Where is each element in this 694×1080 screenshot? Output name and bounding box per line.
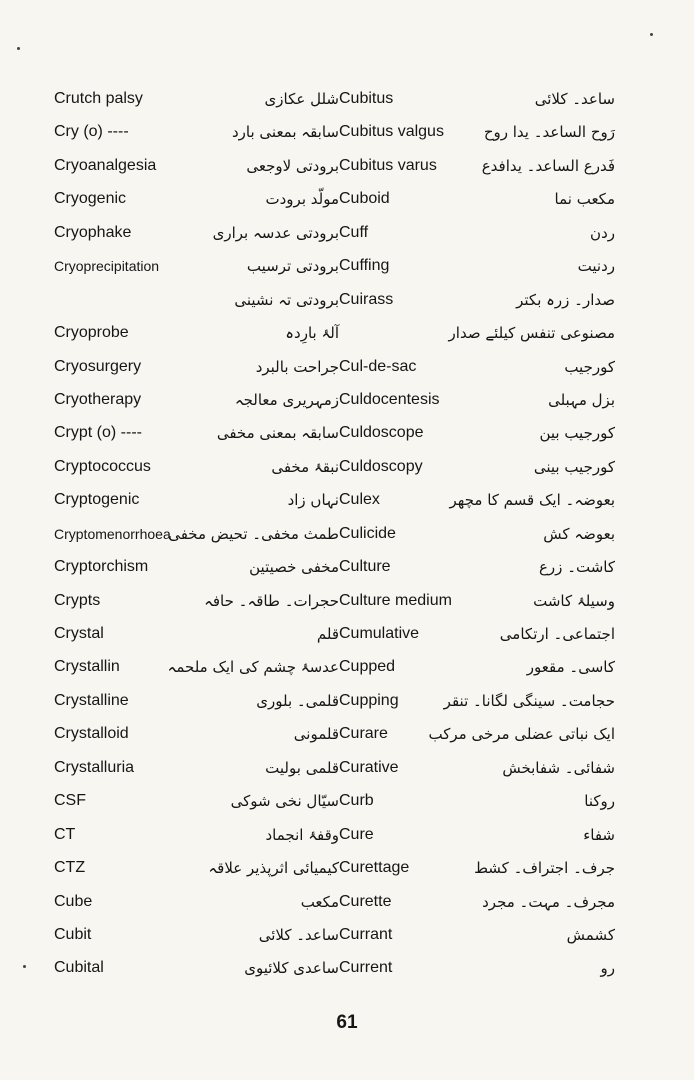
left-urdu-meaning: حجرات۔ طاقہ۔ حافہ — [204, 591, 339, 610]
right-term: Culture — [339, 558, 391, 576]
left-urdu-meaning: وقفۂ انجماد — [265, 825, 339, 844]
right-urdu-meaning: مکعب نما — [554, 190, 615, 209]
right-term: Culdoscopy — [339, 457, 423, 475]
left-term: Crystalloid — [54, 725, 129, 743]
right-term: Cumulative — [339, 625, 420, 642]
right-urdu-meaning: بعوضہ۔ ایک قسم کا مچھر — [449, 491, 615, 510]
right-urdu-meaning: ردنیت — [577, 257, 615, 276]
right-urdu-meaning: کورجیب بین — [539, 424, 615, 443]
right-urdu-meaning: کورجیب بینی — [533, 457, 615, 476]
entry-row — [0, 950, 694, 983]
left-urdu-meaning: قلمونی — [293, 725, 339, 744]
left-urdu-meaning: قلمی۔ بلوری — [256, 691, 339, 710]
entry-row — [0, 716, 694, 749]
left-urdu-meaning: برودتی تہ نشینی — [234, 290, 339, 309]
entry-row — [0, 683, 694, 716]
right-urdu-meaning: رَوح الساعد۔ یدا روح — [483, 123, 615, 142]
right-term: Cupped — [339, 658, 396, 676]
left-urdu-meaning: برودتی عدسہ براری — [212, 223, 339, 242]
left-urdu-meaning: طمث مخفی۔ تحیض مخفی — [168, 524, 339, 543]
right-urdu-meaning: ردن — [590, 223, 615, 242]
right-term: Curative — [339, 758, 399, 776]
right-urdu-meaning: شفائی۔ شفابخش — [502, 758, 615, 777]
entry-row — [0, 549, 694, 582]
right-urdu-meaning: صدار۔ زرہ بکتر — [516, 290, 615, 309]
left-urdu-meaning: نبقۂ مخفی — [271, 457, 339, 476]
right-term: Cuff — [339, 223, 369, 241]
left-urdu-meaning: آلۂ بارِدہ — [285, 324, 339, 343]
right-term: Curare — [339, 725, 388, 743]
left-urdu-meaning: سابقہ بمعنی مخفی — [216, 424, 339, 443]
right-term: Culdoscope — [339, 424, 424, 442]
right-term: Culex — [339, 491, 380, 509]
right-urdu-meaning: مجرف۔ مہت۔ مجرد — [482, 892, 615, 911]
paper-speck — [650, 33, 653, 36]
right-term: Cure — [339, 825, 374, 843]
left-urdu-meaning: زمہریری معالجہ — [234, 390, 339, 409]
left-urdu-meaning: قلم — [316, 625, 339, 643]
entry-row — [0, 649, 694, 682]
left-urdu-meaning: کیمیائی اثرپذیر علاقہ — [208, 859, 339, 878]
left-term: Cubit — [54, 925, 92, 943]
left-urdu-meaning: برودتی ترسیب — [246, 257, 339, 276]
left-urdu-meaning: سابقہ بمعنی بارد — [231, 123, 339, 142]
right-urdu-meaning: کاسی۔ مقعور — [526, 658, 615, 677]
left-urdu-meaning: مکعب — [300, 892, 339, 911]
left-term: Cryotherapy — [54, 390, 142, 408]
entry-row — [0, 884, 694, 917]
entry-row — [0, 415, 694, 448]
right-term: Cul-de-sac — [339, 357, 417, 375]
entry-row — [0, 215, 694, 248]
right-urdu-meaning: کاشت۔ زرع — [538, 558, 615, 577]
entry-row — [0, 850, 694, 883]
left-term: Cubital — [54, 959, 104, 977]
left-term: Cryptococcus — [54, 457, 151, 475]
entry-row — [0, 516, 694, 549]
left-term: Cryoprobe — [54, 324, 129, 342]
right-urdu-meaning: حجامت۔ سینگی لگانا۔ تنقر — [443, 691, 615, 710]
entry-row — [0, 917, 694, 950]
right-urdu-meaning: بعوضہ کش — [543, 524, 615, 543]
right-term: Culture medium — [339, 591, 452, 609]
right-term: Culicide — [339, 524, 396, 542]
entry-row — [0, 349, 694, 382]
entry-row — [0, 449, 694, 482]
entry-row — [0, 482, 694, 515]
right-urdu-meaning: ایک نباتی عضلی مرخی مرکب — [428, 725, 615, 744]
right-urdu-meaning: فَدرع الساعد۔ یدافدع — [481, 156, 615, 175]
entry-row — [0, 817, 694, 850]
left-urdu-meaning: نہاں زاد — [287, 491, 339, 510]
right-term: Curettage — [339, 859, 410, 877]
right-term: Culdocentesis — [339, 390, 440, 408]
entry-row — [0, 248, 694, 281]
left-term: Crypt (o) ---- — [54, 424, 142, 442]
left-term: Cryptomenorrhoea — [54, 525, 171, 542]
left-term: Crutch palsy — [54, 90, 143, 107]
left-term: Cryptogenic — [54, 491, 140, 509]
left-urdu-meaning: ساعد۔ کلائی — [258, 925, 339, 944]
right-urdu-meaning: کشمش — [566, 925, 615, 944]
left-term: Cry (o) ---- — [54, 123, 129, 141]
dictionary-entries — [0, 81, 694, 984]
entry-row — [0, 181, 694, 214]
right-urdu-meaning: بزل مہبلی — [548, 390, 615, 409]
right-urdu-meaning: مصنوعی تنفس کیلئے صدار — [448, 324, 615, 343]
entry-row — [0, 81, 694, 114]
left-term: CTZ — [54, 859, 86, 877]
entry-row — [0, 750, 694, 783]
entry-row — [0, 315, 694, 348]
right-urdu-meaning: شفاء — [583, 825, 615, 844]
right-urdu-meaning: ساعد۔ کلائی — [534, 90, 615, 108]
right-term: Cuboid — [339, 190, 390, 208]
left-urdu-meaning: مولّد برودت — [265, 190, 339, 209]
right-term: Cuffing — [339, 257, 390, 275]
left-term: Cryophake — [54, 223, 132, 241]
right-urdu-meaning: جرف۔ اجتراف۔ کشط — [474, 859, 615, 878]
right-term: Currant — [339, 925, 393, 943]
left-term: Crystal — [54, 625, 104, 642]
right-term: Cubitus varus — [339, 156, 437, 174]
left-urdu-meaning: شلل عکازی — [264, 90, 339, 108]
right-term: Cubitus valgus — [339, 123, 444, 141]
entry-row — [0, 616, 694, 649]
entry-row — [0, 114, 694, 147]
right-urdu-meaning: کورجیب — [564, 357, 615, 376]
left-term: Crystallin — [54, 658, 120, 676]
right-urdu-meaning: روکنا — [584, 792, 615, 811]
right-urdu-meaning: وسیلۂ کاشت — [533, 591, 615, 610]
left-term: Crystalline — [54, 691, 129, 709]
left-term: Cryogenic — [54, 190, 127, 208]
left-term: CSF — [54, 792, 86, 810]
entry-row — [0, 583, 694, 616]
right-term: Cupping — [339, 691, 399, 709]
left-term: CT — [54, 825, 76, 843]
page-number: 61 — [336, 1012, 358, 1033]
left-urdu-meaning: برودتی لاوجعی — [246, 156, 339, 175]
paper-speck — [17, 47, 20, 50]
left-urdu-meaning: ساعدی کلائیوی — [244, 959, 339, 978]
left-term: Cryoanalgesia — [54, 156, 157, 174]
entry-row — [0, 148, 694, 181]
right-term: Cuirass — [339, 290, 394, 308]
entry-row — [0, 382, 694, 415]
left-term: Crypts — [54, 591, 101, 609]
right-urdu-meaning: رو — [600, 959, 615, 978]
left-term: Cube — [54, 892, 93, 910]
right-term: Cubitus — [339, 90, 394, 107]
left-urdu-meaning: قلمی بولیت — [265, 758, 339, 777]
left-term: Cryosurgery — [54, 357, 142, 375]
right-term: Curette — [339, 892, 392, 910]
left-urdu-meaning: جراحت بالبرد — [255, 357, 339, 376]
left-term: Cryptorchism — [54, 558, 149, 576]
left-urdu-meaning: سیّال نخی شوکی — [230, 792, 339, 811]
left-urdu-meaning: مخفی خصیتین — [249, 558, 339, 577]
entry-row — [0, 783, 694, 816]
left-urdu-meaning: عدسۂ چشم کی ایک ملحمہ — [167, 658, 339, 677]
left-term: Crystalluria — [54, 758, 135, 776]
right-term: Curb — [339, 792, 374, 810]
right-term: Current — [339, 959, 393, 977]
left-term: Cryoprecipitation — [54, 258, 160, 275]
entry-row — [0, 282, 694, 315]
right-urdu-meaning: اجتماعی۔ ارتکامی — [499, 625, 615, 643]
